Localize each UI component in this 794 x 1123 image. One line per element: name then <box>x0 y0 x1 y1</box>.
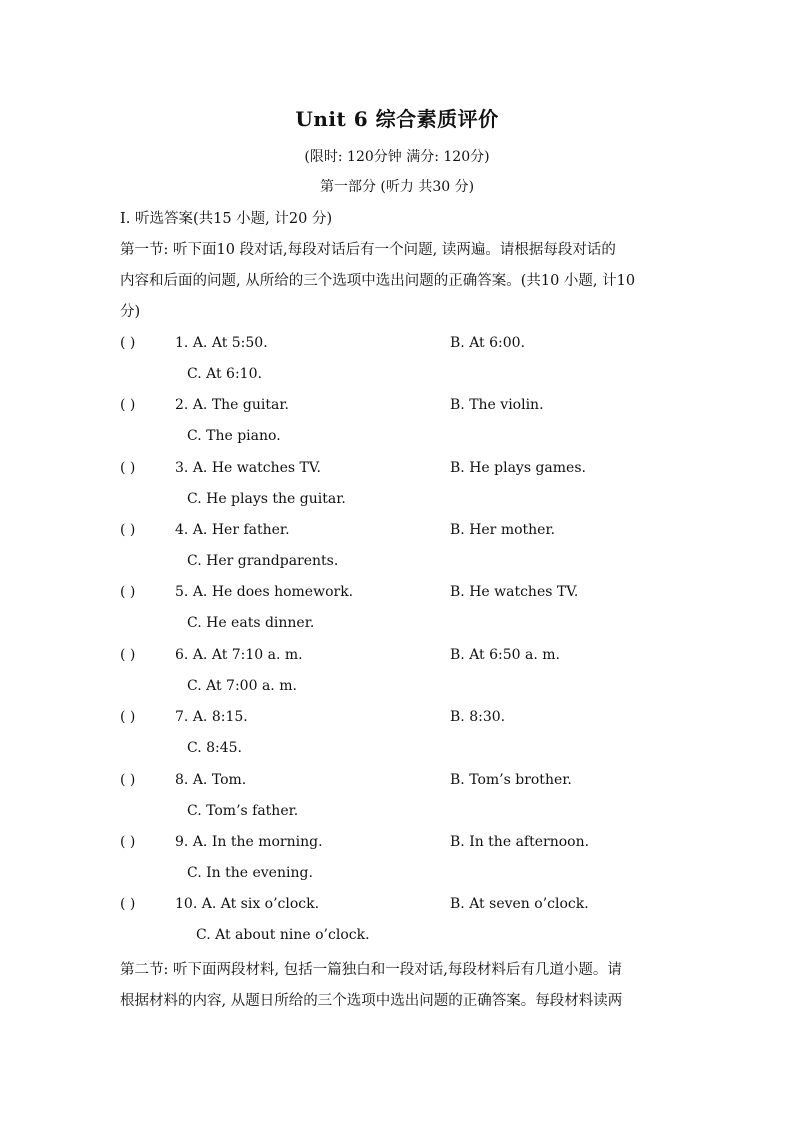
answer-blank[interactable]: ( ) <box>120 460 136 476</box>
option-a: 5. A. He does homework. <box>175 584 354 600</box>
part-one-heading: 第一部分 (听力 共30 分) <box>319 179 475 195</box>
section1-instruction-line: 内容和后面的问题, 从所给的三个选项中选出问题的正确答案。(共10 小题, 计10 <box>120 273 636 289</box>
option-b: B. In the afternoon. <box>450 834 590 850</box>
option-a: 8. A. Tom. <box>175 772 247 788</box>
answer-blank[interactable]: ( ) <box>120 709 136 725</box>
answer-blank[interactable]: ( ) <box>120 397 136 413</box>
time-limit-subtitle: (限时: 120分钟 满分: 120分) <box>304 149 490 165</box>
option-b: B. Her mother. <box>450 522 556 538</box>
section2-instruction-line: 根据材料的内容, 从题日所给的三个选项中选出问题的正确答案。每段材料读两 <box>120 993 623 1009</box>
question-6 <box>120 647 680 709</box>
question-3 <box>120 460 680 522</box>
option-c: C. Her grandparents. <box>187 553 339 569</box>
option-a: 4. A. Her father. <box>175 522 290 538</box>
option-a: 10. A. At six o’clock. <box>175 896 320 912</box>
option-c: C. At 7:00 a. m. <box>187 678 297 694</box>
option-c: C. He eats dinner. <box>187 615 315 631</box>
option-b: B. 8:30. <box>450 709 506 725</box>
section-two-block <box>120 955 680 1017</box>
option-a: 3. A. He watches TV. <box>175 460 321 476</box>
option-c: C. The piano. <box>187 428 281 444</box>
option-c: C. He plays the guitar. <box>187 491 346 507</box>
question-8 <box>120 772 680 834</box>
answer-blank[interactable]: ( ) <box>120 584 136 600</box>
question-10 <box>120 896 680 958</box>
section1-instruction-line: 分) <box>120 304 141 320</box>
option-a: 2. A. The guitar. <box>175 397 289 413</box>
answer-blank[interactable]: ( ) <box>120 522 136 538</box>
question-5 <box>120 584 680 646</box>
answer-blank[interactable]: ( ) <box>120 772 136 788</box>
question-2 <box>120 397 680 459</box>
answer-blank[interactable]: ( ) <box>120 834 136 850</box>
option-a: 9. A. In the morning. <box>175 834 323 850</box>
question-7 <box>120 709 680 771</box>
answer-blank[interactable]: ( ) <box>120 896 136 912</box>
option-a: 7. A. 8:15. <box>175 709 248 725</box>
option-b: B. He watches TV. <box>450 584 579 600</box>
option-b: B. At seven o’clock. <box>450 896 589 912</box>
option-a: 6. A. At 7:10 a. m. <box>175 647 303 663</box>
option-c: C. At about nine o’clock. <box>196 927 370 943</box>
option-b: B. He plays games. <box>450 460 586 476</box>
section-header: I. 听选答案(共15 小题, 计20 分) <box>120 211 333 227</box>
question-4 <box>120 522 680 584</box>
option-b: B. Tom’s brother. <box>450 772 572 788</box>
option-c: C. 8:45. <box>187 740 243 756</box>
question-1 <box>120 335 680 397</box>
option-b: B. At 6:00. <box>450 335 526 351</box>
option-b: B. The violin. <box>450 397 544 413</box>
option-a: 1. A. At 5:50. <box>175 335 268 351</box>
option-c: C. In the evening. <box>187 865 313 881</box>
section-one-block <box>120 204 680 328</box>
option-c: C. At 6:10. <box>187 366 262 382</box>
question-9 <box>120 834 680 896</box>
answer-blank[interactable]: ( ) <box>120 335 136 351</box>
option-c: C. Tom’s father. <box>187 803 299 819</box>
option-b: B. At 6:50 a. m. <box>450 647 560 663</box>
section2-instruction-line: 第二节: 听下面两段材料, 包括一篇独白和一段对话,每段材料后有几道小题。请 <box>120 962 622 978</box>
section1-instruction-line: 第一节: 听下面10 段对话,每段对话后有一个问题, 读两遍。请根据每段对话的 <box>120 242 616 258</box>
answer-blank[interactable]: ( ) <box>120 647 136 663</box>
page-title: Unit 6 综合素质评价 <box>295 107 499 131</box>
